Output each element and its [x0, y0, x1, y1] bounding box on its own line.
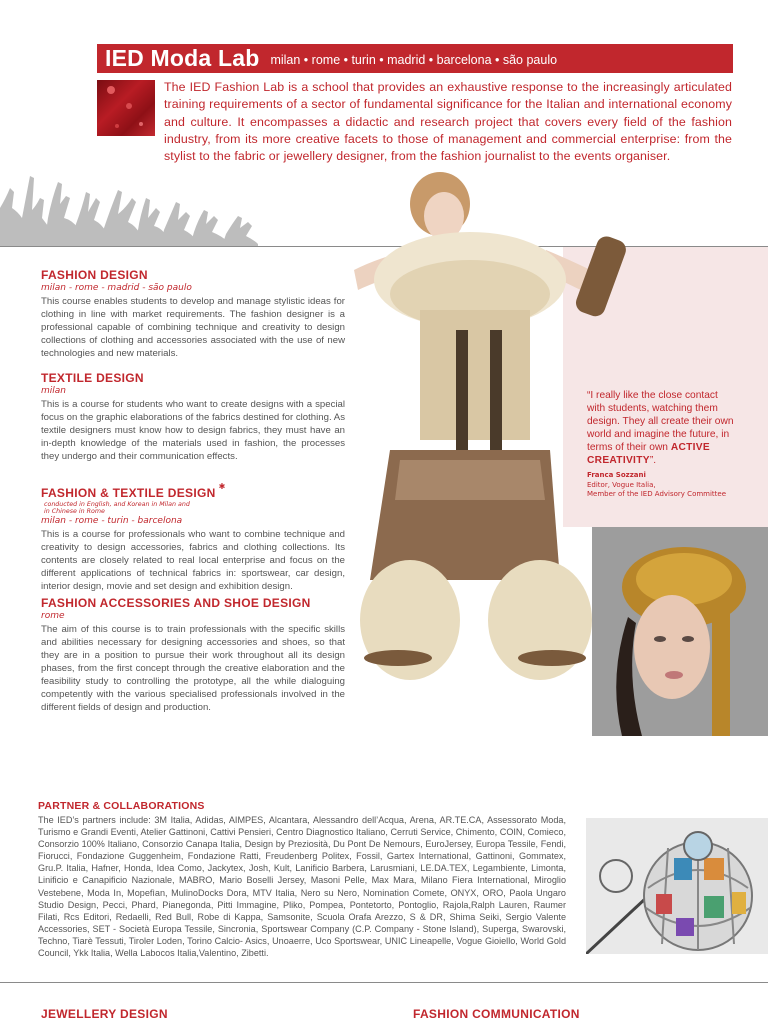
- course-cities: rome: [41, 611, 65, 621]
- intro-paragraph: The IED Fashion Lab is a school that provides an exhaustive response to the increasingly articulated training requirements of a sector of fundamental significance for the Italian and international economy and culture. It encompasses a didactic and research project that covers every field of the fashion industry, from its more creative facets to those of management and commercial enterprise: from the stylist to the fabric or jewellery designer, from the fashion journalist to the events organiser.: [164, 80, 732, 164]
- course-title: FASHION DESIGN: [41, 268, 148, 282]
- course-fashion-textile-design: [41, 482, 361, 593]
- header-cities: milan • rome • turin • madrid • barcelona • são paulo: [270, 53, 558, 67]
- course-cities: milan - rome - madrid - são paulo: [41, 283, 192, 293]
- course-description: This is a course for professionals who want to combine technique and creativity to design accessories, fabrics and clothing collections. Its contents are closely related to real local enterprise and focus on the different applications of technical fabrics in: sportswear, car design, interior design, movie and set design and exhibition design.: [41, 529, 345, 592]
- course-note: conducted in English, and Korean in Milan and in Chinese in Rome: [44, 501, 190, 515]
- course-title: FASHION & TEXTILE DESIGN: [41, 486, 216, 500]
- quote-author-role: Editor, Vogue Italia,: [587, 480, 656, 489]
- asterisk-icon: ✱: [218, 482, 226, 491]
- fashion-communication-heading: FASHION COMMUNICATION: [413, 1007, 580, 1021]
- course-title: TEXTILE DESIGN: [41, 371, 144, 385]
- jewellery-design-heading: JEWELLERY DESIGN: [41, 1007, 168, 1021]
- course-cities: milan - rome - turin - barcelona: [41, 516, 183, 526]
- quote-attribution: [587, 471, 767, 500]
- quote-close: ”.: [649, 455, 657, 466]
- intro-thumbnail-image: [97, 80, 155, 136]
- jewelled-sphere-photo: [586, 818, 768, 954]
- quote-author-name: Franca Sozzani: [587, 471, 646, 479]
- course-title: FASHION ACCESSORIES AND SHOE DESIGN: [41, 596, 311, 610]
- course-textile-design: [41, 371, 345, 463]
- quote-text: [587, 389, 735, 467]
- course-accessories-shoe-design: [41, 596, 345, 714]
- quote-emphasis: ACTIVE CREATIVITY: [587, 442, 710, 466]
- quote-author-role: Member of the IED Advisory Committee: [587, 490, 727, 498]
- quote-body: “I really like the close contact with students, watching them design. They all create their own world and imagine the future, in terms of their own: [587, 390, 734, 453]
- divider-bottom: [0, 982, 768, 983]
- course-cities: milan: [41, 386, 66, 396]
- course-description: This is a course for students who want to create designs with a special focus on the graphic elaborations of the fabrics destined for clothing. As textile designers must know how to design fabrics, they must have an in-depth knowledge of the materials used in fashion, the processes they undergo and their communication effects.: [41, 399, 345, 462]
- crowd-silhouette-image: [0, 168, 258, 248]
- brand-title: IED Moda Lab: [105, 45, 260, 71]
- course-fashion-design: [41, 268, 345, 360]
- partners-list: The IED’s partners include: 3M Italia, Adidas, AIMPES, Alcantara, Alessandro dell’Acqua, Arena, AR.TE.CA, Assessorato Moda, Turismo e Grandi Eventi, Atelier Gattinoni, Cattivi Pensieri, Centro Diagnostico Italiano, Cerruti Service, Chimento, COIN, Comieco, Consorzio 100% Italiano, Consorzio Canapa Italia, Design by Preziosità, Du Pont De Nemours, EuroJersey, Europa Tessile, Fendi, Fiorucci, Fondazione Guggenheim, Fondazione Ratti, Freudenberg Politex, Fossil, Gartex International, Gattinoni, Gommatex, Gru.P. Italia, Hafner, Honda, Idea Como, Jackytex, Josh, Kult, Lanificio Barbera, Larusmiani, LE.DA.TEX, Legambiente, Limonta, Linificio e Canapificio Nazionale, MABRO, Mario Boselli Jersey, Masoni Pelle, Max Mara, Milano Fiera International, Miroglio Vestebene, Moda In, Mopefìan, MulinoDocks Dora, MTV Italia, Nero su Nero, Nomination Comete, ONYX, ORO, Paola Ungaro Studio Design, Pecci, Phard, Pianegonda, Pitti Immagine, Pliko, Pompea, Pontetorto, Pontoglio, Rajola,Ralph Lauren, Raumer Filati, Rcs Editori, Redaelli, Red Bull, Robe di Kappa, Samsonite, Scuola Orafa Arezzo, S & DR, Shima Seiki, Sergio Valente Accessories, SET - Società Europa Tessile, Sincronia, Sportswear Company (C.P. Company - Stone Island), Superga, Swarovski, Techno, Tiarè Tessuti, Tiroler Loden, Torino Calcio- Asics, Unoaerre, Uco Sportswear, UNIC Lineapelle, Vogue Gioiello, World Gold Council, Ykk Italia, Wella Labocos Italia,Valentino, Zibetti.: [38, 815, 566, 959]
- header-bar: [97, 44, 733, 73]
- partners-heading: PARTNER & COLLABORATIONS: [38, 800, 205, 812]
- course-description: The aim of this course is to train professionals with the specific skills and abilities necessary for designing accessories and shoes, so that they are in a position to pursue their work throughout all its design phases, from the first concept through the creative elaboration and the feasibility study to controlling the prototype, all the while dialoguing competently with the various specialised professionals involved in the different fields of design and production.: [41, 624, 345, 713]
- course-description: This course enables students to develop and manage stylistic ideas for clothing in line with market requirements. The fashion designer is a professional capable of combining technique and creativity to design collections of clothing and accessories associated with the use of new technologies and new materials.: [41, 296, 345, 359]
- portrait-photo: [592, 527, 768, 736]
